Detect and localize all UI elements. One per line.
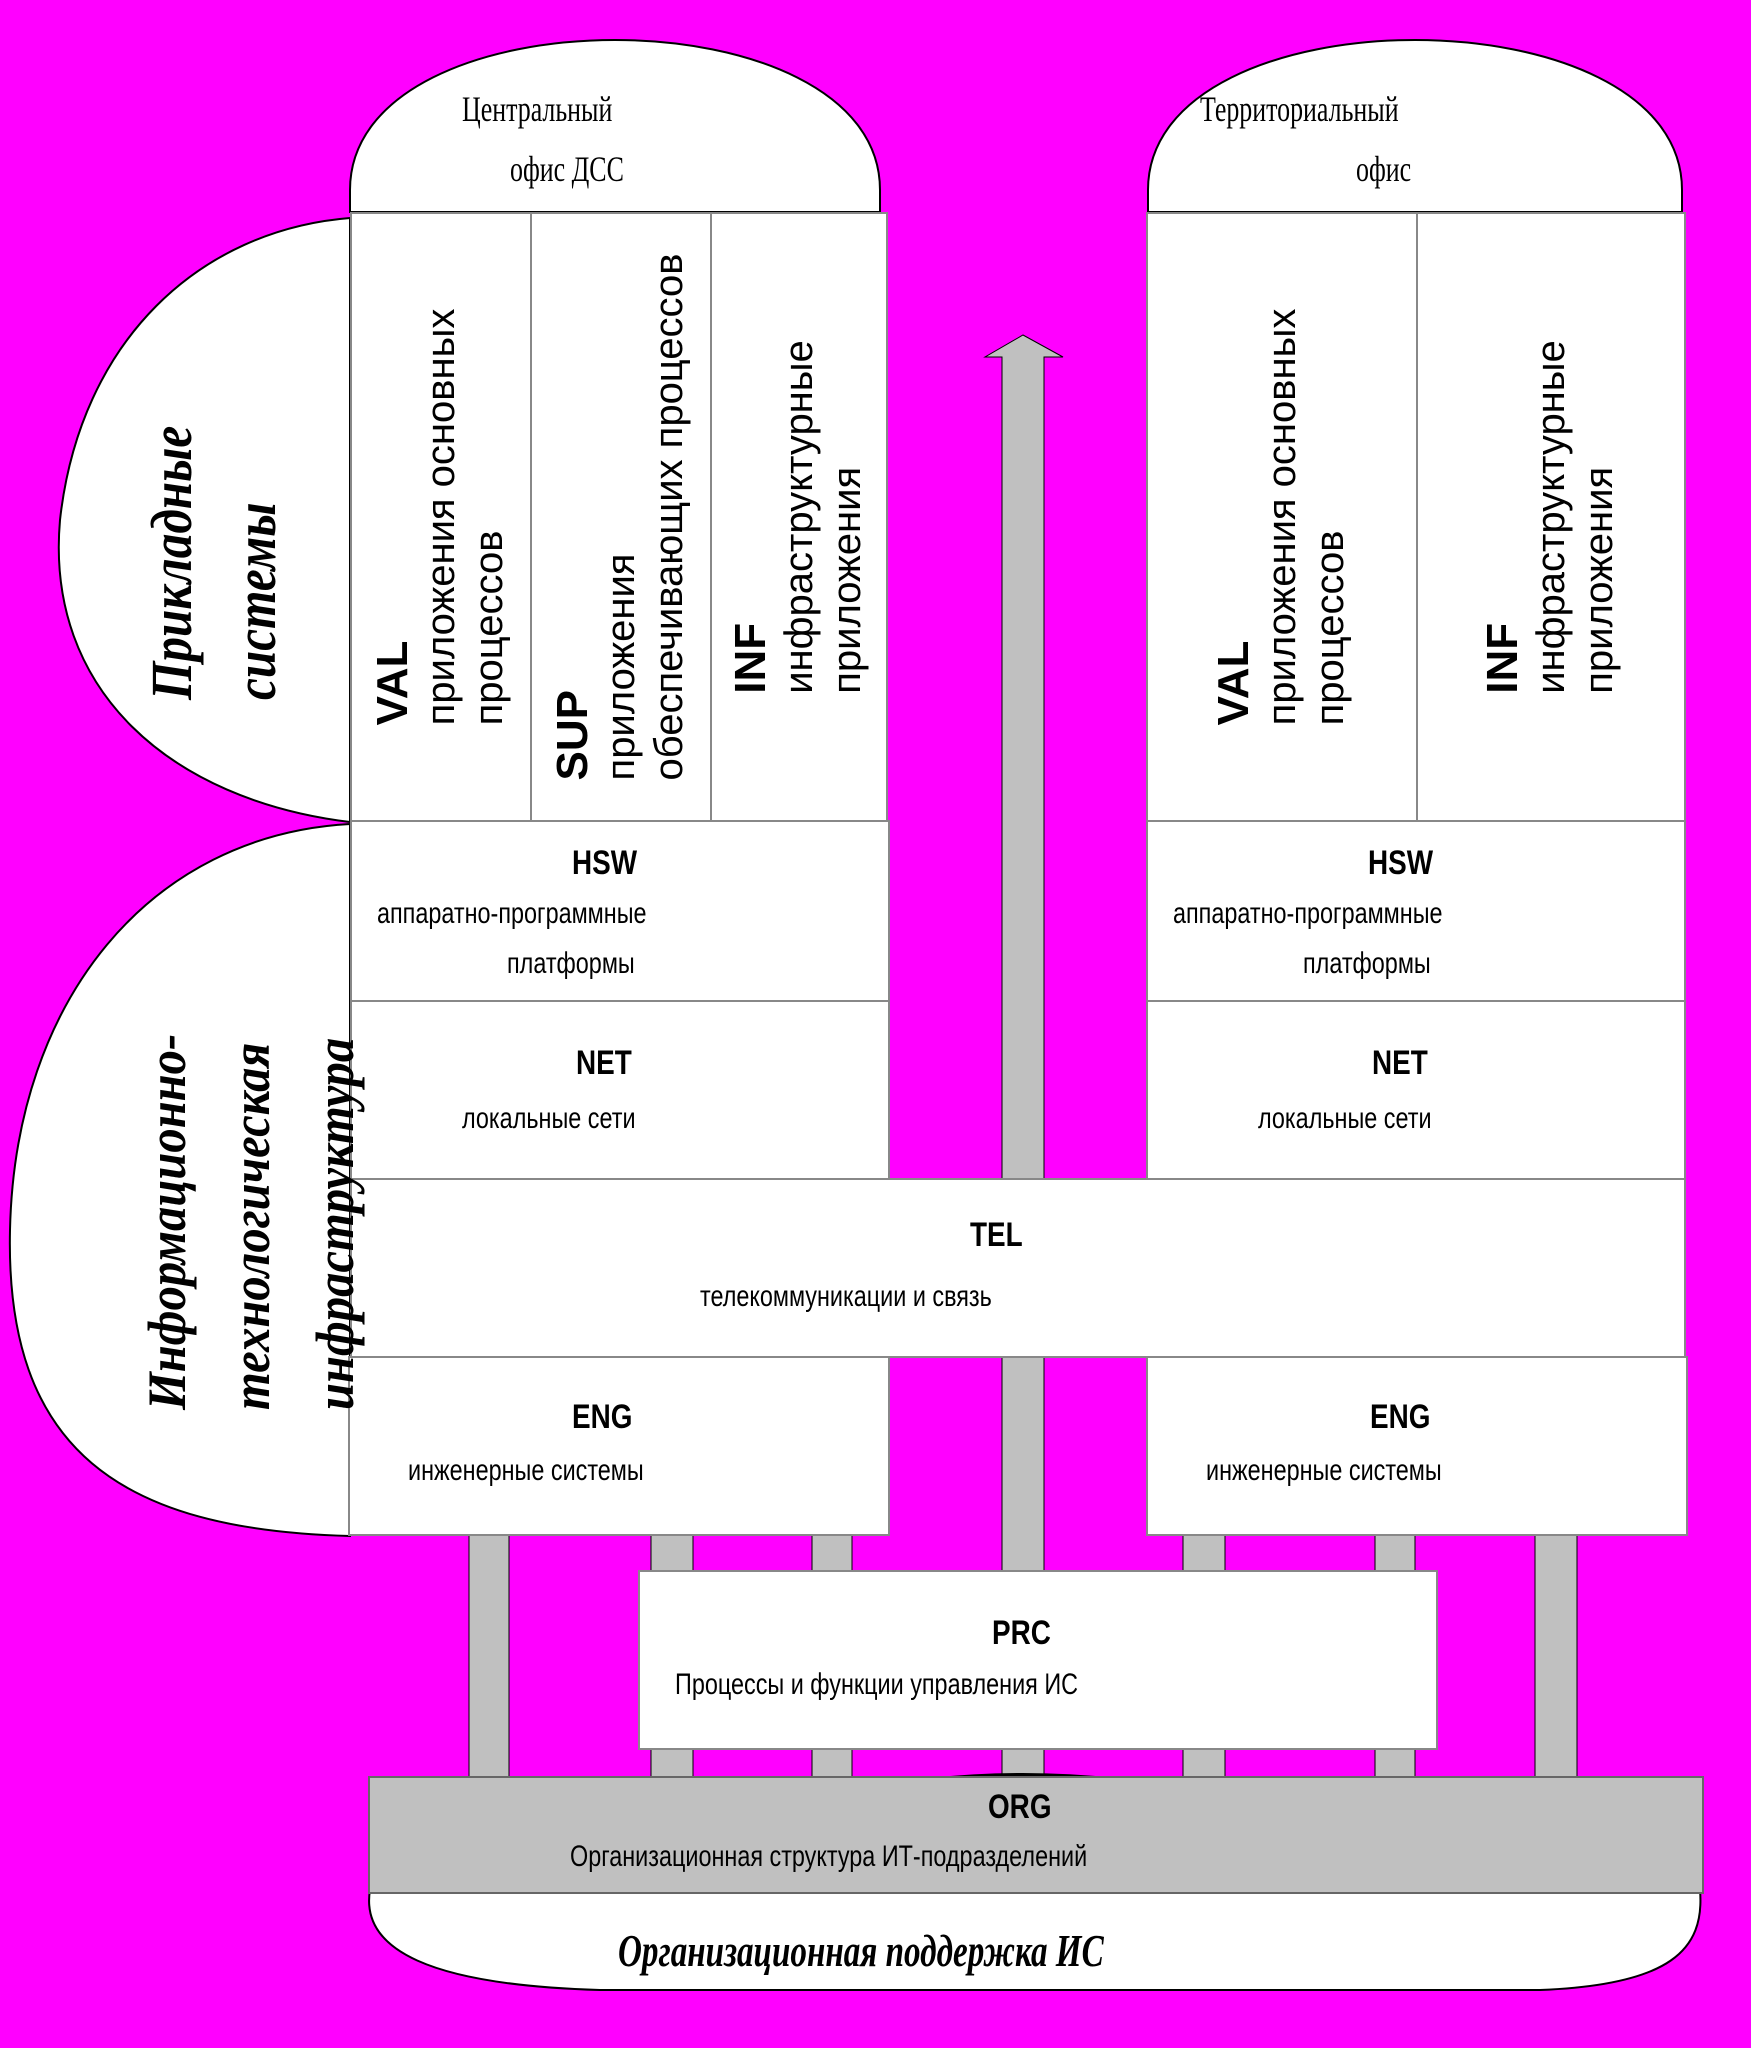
app-code: INF	[1478, 622, 1527, 694]
prc-code: PRC	[992, 1614, 1051, 1652]
hsw-desc-line2: платформы	[1303, 947, 1431, 980]
hsw-code: HSW	[1368, 844, 1434, 882]
prc-desc: Процессы и функции управления ИС	[675, 1668, 1079, 1701]
eng-desc: инженерные системы	[1206, 1454, 1442, 1487]
org-desc: Организационная структура ИТ-подразделений	[570, 1840, 1088, 1873]
upward-arrow	[985, 335, 1063, 1778]
org-box	[368, 1776, 1704, 1894]
territorial-app-inf: INF инфраструктурные приложения	[1478, 340, 1621, 694]
net-code: NET	[1372, 1044, 1428, 1082]
net-code: NET	[576, 1044, 632, 1082]
central-eng-box	[348, 1356, 890, 1536]
eng-code: ENG	[572, 1398, 633, 1436]
central-office-title-line2: офис ДСС	[510, 149, 624, 189]
org-support-label: Организационная поддержка ИС	[618, 1925, 1104, 1976]
tel-code: TEL	[970, 1216, 1023, 1254]
app-code: SUP	[548, 689, 597, 781]
central-net-box	[350, 1000, 890, 1180]
app-code: INF	[726, 622, 775, 694]
hsw-code: HSW	[572, 844, 638, 882]
infrastructure-label: Информационно- технологическая инфраструктура	[137, 1033, 365, 1410]
prc-box	[638, 1570, 1438, 1750]
territorial-eng-box	[1146, 1356, 1688, 1536]
territorial-hsw-box	[1146, 820, 1686, 1002]
hsw-desc-line1: аппаратно-программные	[377, 897, 647, 930]
territorial-net-box	[1146, 1000, 1686, 1180]
central-app-val: VAL приложения основных процессов	[352, 214, 532, 820]
applied-systems-label: Прикладные системы	[139, 425, 288, 700]
central-office-title: Центральный	[462, 89, 613, 129]
tel-desc: телекоммуникации и связь	[700, 1280, 992, 1313]
tel-box	[350, 1178, 1686, 1358]
org-code: ORG	[988, 1788, 1052, 1826]
central-app-sup: SUP приложения обеспечивающих процессов	[532, 214, 712, 820]
net-desc: локальные сети	[1258, 1102, 1432, 1135]
eng-code: ENG	[1370, 1398, 1431, 1436]
hsw-desc-line1: аппаратно-программные	[1173, 897, 1443, 930]
net-desc: локальные сети	[462, 1102, 636, 1135]
territorial-office-title: Территориальный	[1200, 89, 1399, 129]
territorial-app-val: VAL приложения основных процессов	[1148, 214, 1418, 820]
central-hsw-box	[350, 820, 890, 1002]
central-app-inf: INF инфраструктурные приложения	[726, 340, 869, 694]
hsw-desc-line2: платформы	[507, 947, 635, 980]
connector	[1535, 1534, 1577, 1778]
connector	[469, 1534, 509, 1778]
app-code: VAL	[368, 640, 417, 726]
eng-desc: инженерные системы	[408, 1454, 644, 1487]
territorial-office-title-line2: офис	[1356, 149, 1412, 189]
app-code: VAL	[1209, 640, 1258, 726]
